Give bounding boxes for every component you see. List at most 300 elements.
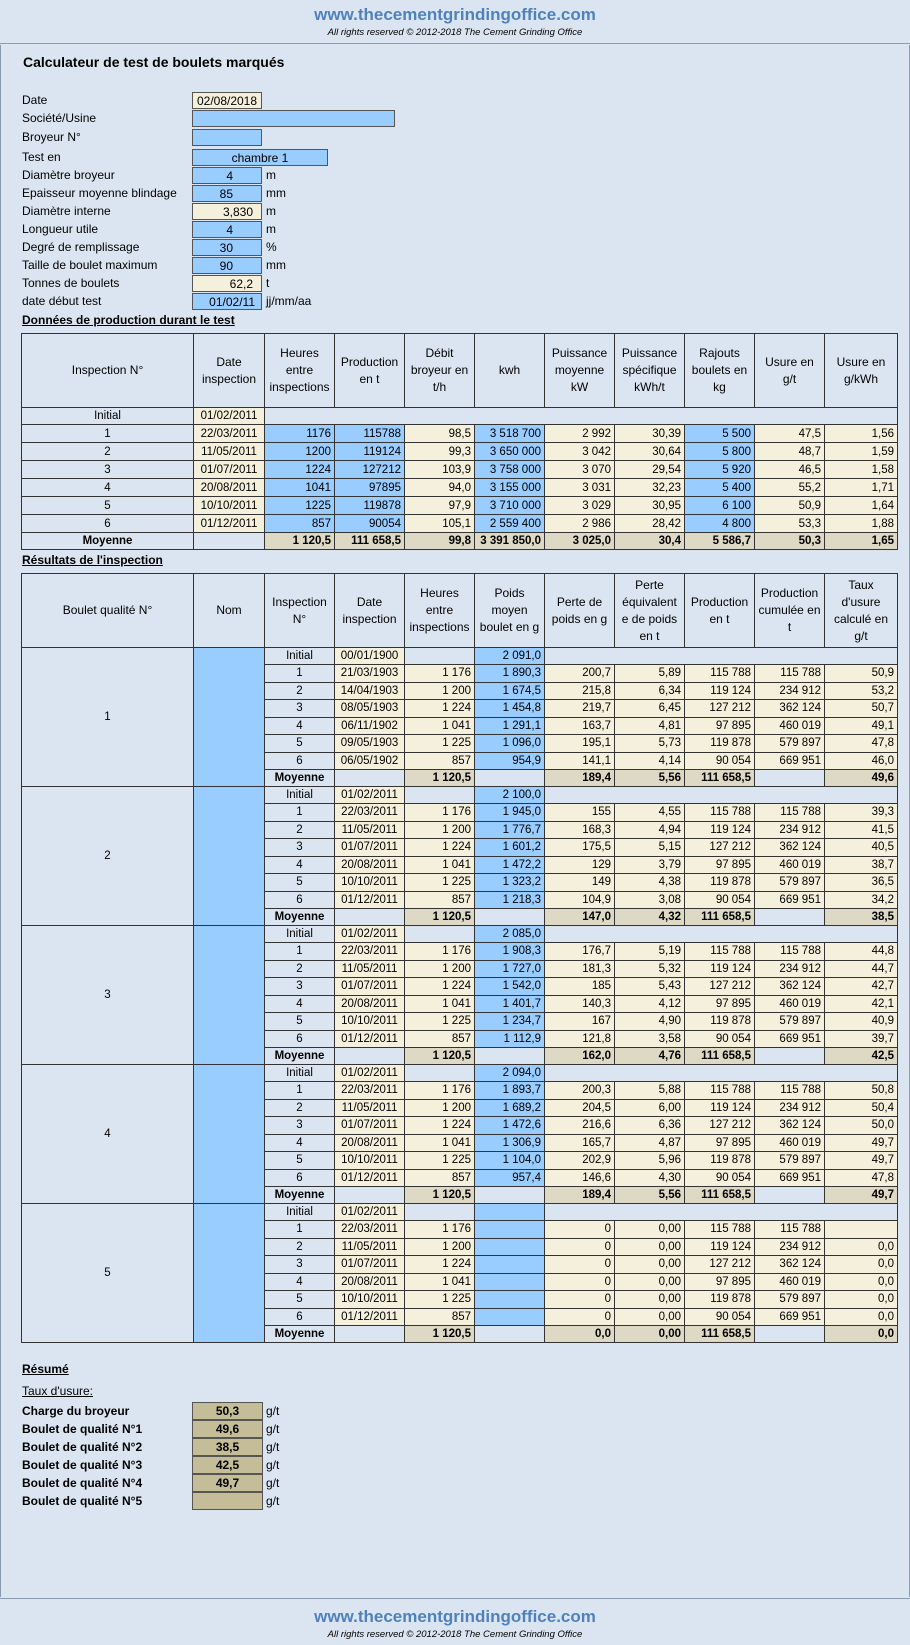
weight-input[interactable]: 1 776,7 <box>475 821 545 839</box>
table-cell: 90 054 <box>685 1030 755 1048</box>
table-cell: 3,79 <box>615 856 685 874</box>
table-cell: 669 951 <box>755 752 825 770</box>
table-cell: 3 <box>265 1117 335 1135</box>
table-cell: 1 <box>265 1221 335 1239</box>
table-row <box>22 443 898 461</box>
table-cell: 857 <box>405 1308 475 1326</box>
table-cell[interactable]: 55,2 <box>755 479 825 497</box>
table-cell: 5,56 <box>615 1187 685 1204</box>
table-cell: 4 <box>265 1134 335 1152</box>
results-table <box>21 573 898 1343</box>
table-cell: 200,3 <box>545 1082 615 1100</box>
table-cell: 119 124 <box>685 960 755 978</box>
table-cell: 119 878 <box>685 735 755 753</box>
weight-input[interactable]: 2 094,0 <box>475 1065 545 1082</box>
table-cell: 1 200 <box>405 1238 475 1256</box>
table-cell: 460 019 <box>755 1134 825 1152</box>
table-cell: 5 586,7 <box>685 533 755 550</box>
table-cell: 2 <box>265 1238 335 1256</box>
table-cell <box>545 926 898 943</box>
table-cell[interactable]: 115788 <box>335 425 405 443</box>
table-cell <box>545 787 898 804</box>
table-cell[interactable]: 103,9 <box>405 461 475 479</box>
table-cell: 115 788 <box>685 804 755 822</box>
table-row <box>22 787 898 804</box>
weight-input[interactable]: 1 454,8 <box>475 700 545 718</box>
weight-input[interactable]: 1 727,0 <box>475 960 545 978</box>
table-cell: 127 212 <box>685 1256 755 1274</box>
page-header <box>0 0 910 44</box>
table-cell: 1 200 <box>405 821 475 839</box>
table-cell[interactable]: 1,56 <box>825 425 898 443</box>
table-cell <box>475 1326 545 1343</box>
table-cell: 30,4 <box>615 533 685 550</box>
table-cell: 119 124 <box>685 1099 755 1117</box>
table-cell: 4,55 <box>615 804 685 822</box>
table-cell: 49,7 <box>825 1187 898 1204</box>
table-cell: 97 895 <box>685 995 755 1013</box>
table-cell: 115 788 <box>685 1221 755 1239</box>
table-cell: 06/05/1902 <box>335 752 405 770</box>
table-cell: 6,34 <box>615 682 685 700</box>
table-cell <box>405 787 475 804</box>
table-cell: 127 212 <box>685 978 755 996</box>
table-cell: 4,38 <box>615 874 685 892</box>
table-cell: 127 212 <box>685 839 755 857</box>
table-cell: 0,00 <box>615 1238 685 1256</box>
column-header: Production en t <box>685 574 755 648</box>
column-header: Perte de poids en g <box>545 574 615 648</box>
table-cell: 119 124 <box>685 682 755 700</box>
table-cell: 5,15 <box>615 839 685 857</box>
input-field[interactable]: 02/08/2018 <box>192 92 262 109</box>
table-cell[interactable]: 105,1 <box>405 515 475 533</box>
table-cell[interactable]: 1,88 <box>825 515 898 533</box>
table-cell[interactable]: 10/10/2011 <box>194 497 265 515</box>
table-cell: 0 <box>545 1256 615 1274</box>
column-header: Perte équivalent e de poids en t <box>615 574 685 648</box>
table-cell[interactable]: 97895 <box>335 479 405 497</box>
summary-value: 42,5 <box>192 1456 263 1474</box>
table-cell[interactable]: 3 031 <box>545 479 615 497</box>
table-cell: 1 041 <box>405 1273 475 1291</box>
table-cell: Moyenne <box>265 1326 335 1343</box>
weight-input[interactable]: 1 601,2 <box>475 839 545 857</box>
table-cell[interactable]: 50,9 <box>755 497 825 515</box>
table-cell[interactable]: 3 710 000 <box>475 497 545 515</box>
table-cell: 10/10/2011 <box>335 1152 405 1170</box>
table-cell[interactable]: 1,58 <box>825 461 898 479</box>
table-cell: 216,6 <box>545 1117 615 1135</box>
column-header: Puissance moyenne kW <box>545 334 615 408</box>
table-cell: 6 <box>265 1030 335 1048</box>
table-cell: 01/07/2011 <box>335 1256 405 1274</box>
table-cell: 0 <box>545 1291 615 1309</box>
table-cell: 0,0 <box>825 1238 898 1256</box>
table-cell: 127 212 <box>685 1117 755 1135</box>
input-field[interactable]: 4 <box>192 167 262 184</box>
copyright: All rights reserved © 2012-2018 The Cement Grinding Office <box>327 27 583 38</box>
input-field[interactable] <box>192 129 262 146</box>
table-cell: 669 951 <box>755 1169 825 1187</box>
table-cell: 1 176 <box>405 943 475 961</box>
table-cell: 49,7 <box>825 1134 898 1152</box>
table-cell: 20/08/2011 <box>335 995 405 1013</box>
ball-quality-id: 1 <box>22 648 194 787</box>
weight-input[interactable] <box>475 1221 545 1239</box>
ball-name-field[interactable] <box>194 1065 265 1204</box>
table-cell: 49,7 <box>825 1152 898 1170</box>
table-cell <box>755 1187 825 1204</box>
table-cell: 215,8 <box>545 682 615 700</box>
table-cell: 14/04/1903 <box>335 682 405 700</box>
weight-input[interactable]: 1 104,0 <box>475 1152 545 1170</box>
table-cell: 6,45 <box>615 700 685 718</box>
table-cell: 176,7 <box>545 943 615 961</box>
table-cell: 97 895 <box>685 1134 755 1152</box>
table-cell: 1 176 <box>405 1221 475 1239</box>
site-link-footer[interactable]: www.thecementgrindingoffice.com <box>314 1607 596 1626</box>
input-unit: m <box>266 204 276 218</box>
table-cell: 1 200 <box>405 682 475 700</box>
column-header: Taux d'usure calculé en g/t <box>825 574 898 648</box>
table-cell[interactable]: 3 758 000 <box>475 461 545 479</box>
table-cell: 362 124 <box>755 1256 825 1274</box>
weight-input[interactable]: 957,4 <box>475 1169 545 1187</box>
weight-input[interactable]: 1 542,0 <box>475 978 545 996</box>
table-cell <box>265 408 898 425</box>
summary-label: Boulet de qualité N°5 <box>22 1494 143 1508</box>
table-cell: 460 019 <box>755 717 825 735</box>
input-field[interactable]: 30 <box>192 239 262 256</box>
table-cell: 1 041 <box>405 856 475 874</box>
table-cell[interactable]: 1224 <box>265 461 335 479</box>
table-cell[interactable]: 119878 <box>335 497 405 515</box>
table-cell[interactable]: 3 155 000 <box>475 479 545 497</box>
table-cell: 362 124 <box>755 978 825 996</box>
table-cell[interactable]: 48,7 <box>755 443 825 461</box>
table-cell: 0,0 <box>545 1326 615 1343</box>
table-cell[interactable]: 1,59 <box>825 443 898 461</box>
column-header: Usure en g/kWh <box>825 334 898 408</box>
table-cell: 579 897 <box>755 874 825 892</box>
table-cell[interactable]: 30,64 <box>615 443 685 461</box>
table-cell: 2 <box>265 1099 335 1117</box>
table-cell: 10/10/2011 <box>335 1291 405 1309</box>
input-field[interactable]: chambre 1 <box>192 149 328 166</box>
table-cell: 1 041 <box>405 717 475 735</box>
table-cell: 39,3 <box>825 804 898 822</box>
input-unit: t <box>266 276 270 290</box>
table-cell[interactable]: 53,3 <box>755 515 825 533</box>
table-cell: 579 897 <box>755 735 825 753</box>
ball-name-field[interactable] <box>194 648 265 787</box>
table-cell[interactable]: 29,54 <box>615 461 685 479</box>
table-cell: 0 <box>545 1308 615 1326</box>
table-cell[interactable]: 5 800 <box>685 443 755 461</box>
table-cell: 1,65 <box>825 533 898 550</box>
table-cell: 202,9 <box>545 1152 615 1170</box>
input-field[interactable]: 4 <box>192 221 262 238</box>
table-cell[interactable]: 32,23 <box>615 479 685 497</box>
summary-label: Charge du broyeur <box>22 1404 130 1418</box>
table-cell[interactable]: 5 400 <box>685 479 755 497</box>
weight-input[interactable]: 2 085,0 <box>475 926 545 943</box>
table-cell[interactable]: 99,3 <box>405 443 475 461</box>
table-cell[interactable]: 30,39 <box>615 425 685 443</box>
table-cell <box>405 1065 475 1082</box>
table-cell: 234 912 <box>755 960 825 978</box>
weight-input[interactable] <box>475 1204 545 1221</box>
table-cell: 0,00 <box>615 1273 685 1291</box>
weight-input[interactable]: 1 689,2 <box>475 1099 545 1117</box>
column-header: Rajouts boulets en kg <box>685 334 755 408</box>
table-cell: 460 019 <box>755 995 825 1013</box>
table-cell: 234 912 <box>755 821 825 839</box>
table-cell: 4,90 <box>615 1013 685 1031</box>
table-cell[interactable]: 97,9 <box>405 497 475 515</box>
input-unit: jj/mm/aa <box>266 294 312 308</box>
column-header: Usure en g/t <box>755 334 825 408</box>
ball-quality-id: 5 <box>22 1204 194 1343</box>
table-row <box>22 425 898 443</box>
table-cell: 1 225 <box>405 1013 475 1031</box>
table-cell[interactable]: 20/08/2011 <box>194 479 265 497</box>
table-cell: 111 658,5 <box>335 533 405 550</box>
weight-input[interactable]: 1 674,5 <box>475 682 545 700</box>
table-cell: 857 <box>405 1169 475 1187</box>
table-cell[interactable]: 2 992 <box>545 425 615 443</box>
weight-input[interactable]: 2 091,0 <box>475 648 545 665</box>
table-cell: 01/02/2011 <box>335 787 405 804</box>
table-cell: 01/12/2011 <box>335 1308 405 1326</box>
weight-input[interactable]: 1 112,9 <box>475 1030 545 1048</box>
table-cell: 42,1 <box>825 995 898 1013</box>
table-cell: 1 200 <box>405 1099 475 1117</box>
table-cell[interactable]: 1,71 <box>825 479 898 497</box>
weight-input[interactable]: 1 472,6 <box>475 1117 545 1135</box>
table-cell: 01/12/2011 <box>335 1169 405 1187</box>
table-cell: 1 225 <box>405 1291 475 1309</box>
table-cell: 5 <box>265 1291 335 1309</box>
table-cell: 104,9 <box>545 891 615 909</box>
table-cell[interactable]: 01/12/2011 <box>194 515 265 533</box>
table-cell: 1 225 <box>405 874 475 892</box>
ball-name-field[interactable] <box>194 926 265 1065</box>
table-cell[interactable]: 94,0 <box>405 479 475 497</box>
table-cell: 127 212 <box>685 700 755 718</box>
table-cell[interactable]: 46,5 <box>755 461 825 479</box>
table-cell: 189,4 <box>545 770 615 787</box>
copyright-footer: All rights reserved © 2012-2018 The Cement Grinding Office <box>327 1629 583 1640</box>
column-header: Production cumulée en t <box>755 574 825 648</box>
table-cell: 234 912 <box>755 1238 825 1256</box>
weight-input[interactable]: 1 291,1 <box>475 717 545 735</box>
weight-input[interactable]: 2 100,0 <box>475 787 545 804</box>
input-field[interactable]: 01/02/11 <box>192 293 262 310</box>
input-label: Test en <box>22 150 61 164</box>
table-cell: 0,0 <box>825 1291 898 1309</box>
table-cell: 4,94 <box>615 821 685 839</box>
table-cell: 111 658,5 <box>685 1326 755 1343</box>
input-field[interactable]: 62,2 <box>192 275 262 292</box>
weight-input[interactable] <box>475 1256 545 1274</box>
table-cell: 857 <box>405 1030 475 1048</box>
table-cell: 41,5 <box>825 821 898 839</box>
column-header: Date inspection <box>335 574 405 648</box>
table-cell[interactable]: 3 650 000 <box>475 443 545 461</box>
weight-input[interactable] <box>475 1291 545 1309</box>
table-cell[interactable]: 22/03/2011 <box>194 425 265 443</box>
input-field[interactable] <box>192 110 395 127</box>
weight-input[interactable] <box>475 1238 545 1256</box>
weight-input[interactable]: 1 472,2 <box>475 856 545 874</box>
input-label: date début test <box>22 294 102 308</box>
input-label: Taille de boulet maximum <box>22 258 158 272</box>
table-cell[interactable]: 47,5 <box>755 425 825 443</box>
input-field[interactable]: 90 <box>192 257 262 274</box>
table-cell: 1 <box>265 1082 335 1100</box>
table-cell[interactable]: 3 070 <box>545 461 615 479</box>
table-cell[interactable]: 4 800 <box>685 515 755 533</box>
table-row <box>22 926 898 943</box>
table-cell: 857 <box>405 891 475 909</box>
table-cell: 115 788 <box>755 1221 825 1239</box>
table-cell <box>475 1187 545 1204</box>
table-cell: 20/08/2011 <box>335 856 405 874</box>
table-cell: 09/05/1903 <box>335 735 405 753</box>
table-cell: 0,0 <box>825 1326 898 1343</box>
weight-input[interactable]: 1 908,3 <box>475 943 545 961</box>
input-label: Date <box>22 93 48 107</box>
table-cell: 141,1 <box>545 752 615 770</box>
weight-input[interactable] <box>475 1308 545 1326</box>
summary-unit: g/t <box>266 1440 280 1454</box>
summary-label: Boulet de qualité N°2 <box>22 1440 143 1454</box>
column-header: Nom <box>194 574 265 648</box>
weight-input[interactable]: 1 401,7 <box>475 995 545 1013</box>
table-cell: 50,3 <box>755 533 825 550</box>
table-cell: 1 <box>22 425 194 443</box>
summary-unit: g/t <box>266 1458 280 1472</box>
table-cell[interactable]: 90054 <box>335 515 405 533</box>
ball-name-field[interactable] <box>194 1204 265 1343</box>
table-cell: 1 120,5 <box>265 533 335 550</box>
table-cell[interactable]: 01/07/2011 <box>194 461 265 479</box>
table-cell[interactable]: 2 559 400 <box>475 515 545 533</box>
table-cell: 200,7 <box>545 665 615 683</box>
table-cell[interactable]: 28,42 <box>615 515 685 533</box>
table-cell[interactable]: 857 <box>265 515 335 533</box>
table-cell: 234 912 <box>755 682 825 700</box>
table-cell[interactable]: 119124 <box>335 443 405 461</box>
table-cell: 11/05/2011 <box>335 1238 405 1256</box>
table-cell: 11/05/2011 <box>335 960 405 978</box>
input-field[interactable]: 3,830 <box>192 203 262 220</box>
table-cell: 2 <box>265 960 335 978</box>
table-cell: 34,2 <box>825 891 898 909</box>
table-cell[interactable]: 127212 <box>335 461 405 479</box>
table-cell: 204,5 <box>545 1099 615 1117</box>
table-cell[interactable]: 6 100 <box>685 497 755 515</box>
table-cell: 115 788 <box>755 804 825 822</box>
weight-input[interactable]: 1 306,9 <box>475 1134 545 1152</box>
input-label: Société/Usine <box>22 111 97 125</box>
weight-input[interactable] <box>475 1273 545 1291</box>
table-cell: 155 <box>545 804 615 822</box>
table-cell: 129 <box>545 856 615 874</box>
table-cell: 3,58 <box>615 1030 685 1048</box>
table-cell[interactable]: 3 029 <box>545 497 615 515</box>
summary-unit: g/t <box>266 1404 280 1418</box>
summary-subtitle: Taux d'usure: <box>22 1384 93 1398</box>
table-cell[interactable]: 5 920 <box>685 461 755 479</box>
ball-name-field[interactable] <box>194 787 265 926</box>
table-cell[interactable]: 1041 <box>265 479 335 497</box>
table-cell[interactable]: 3 042 <box>545 443 615 461</box>
table-cell: Initial <box>265 648 335 665</box>
weight-input[interactable]: 1 893,7 <box>475 1082 545 1100</box>
table-cell[interactable]: 11/05/2011 <box>194 443 265 461</box>
weight-input[interactable]: 1 323,2 <box>475 874 545 892</box>
summary-unit: g/t <box>266 1422 280 1436</box>
table-cell[interactable]: 1,64 <box>825 497 898 515</box>
table-cell: 99,8 <box>405 533 475 550</box>
weight-input[interactable]: 1 945,0 <box>475 804 545 822</box>
column-header: Inspection N° <box>265 574 335 648</box>
weight-input[interactable]: 1 096,0 <box>475 735 545 753</box>
input-field[interactable]: 85 <box>192 185 262 202</box>
site-link[interactable]: www.thecementgrindingoffice.com <box>314 5 596 24</box>
table-cell[interactable]: 1176 <box>265 425 335 443</box>
table-cell[interactable]: 2 986 <box>545 515 615 533</box>
table-cell <box>545 1065 898 1082</box>
table-cell: 3 <box>265 839 335 857</box>
table-cell[interactable]: 01/02/2011 <box>194 408 265 425</box>
table-cell[interactable]: 3 518 700 <box>475 425 545 443</box>
table-cell: 1 <box>265 804 335 822</box>
table-cell <box>545 648 898 665</box>
ball-quality-id: 3 <box>22 926 194 1065</box>
table-cell: 168,3 <box>545 821 615 839</box>
table-cell: Initial <box>265 926 335 943</box>
page-title: Calculateur de test de boulets marqués <box>23 54 285 70</box>
table-row <box>22 479 898 497</box>
table-cell[interactable]: 30,95 <box>615 497 685 515</box>
table-cell: 175,5 <box>545 839 615 857</box>
table-cell[interactable]: 1200 <box>265 443 335 461</box>
weight-input[interactable]: 954,9 <box>475 752 545 770</box>
table-cell: 22/03/2011 <box>335 1221 405 1239</box>
table-cell[interactable]: 1225 <box>265 497 335 515</box>
table-cell: 0 <box>545 1238 615 1256</box>
weight-input[interactable]: 1 234,7 <box>475 1013 545 1031</box>
table-cell: 01/02/2011 <box>335 926 405 943</box>
table-cell: 181,3 <box>545 960 615 978</box>
table-cell: 5,32 <box>615 960 685 978</box>
table-cell: 46,0 <box>825 752 898 770</box>
weight-input[interactable]: 1 218,3 <box>475 891 545 909</box>
summary-value <box>192 1492 263 1510</box>
table-cell[interactable]: 98,5 <box>405 425 475 443</box>
weight-input[interactable]: 1 890,3 <box>475 665 545 683</box>
table-cell: 115 788 <box>685 665 755 683</box>
table-header-row <box>22 574 898 648</box>
column-header: Puissance spécifique kWh/t <box>615 334 685 408</box>
table-cell[interactable]: 5 500 <box>685 425 755 443</box>
table-cell: 163,7 <box>545 717 615 735</box>
table-cell <box>405 926 475 943</box>
